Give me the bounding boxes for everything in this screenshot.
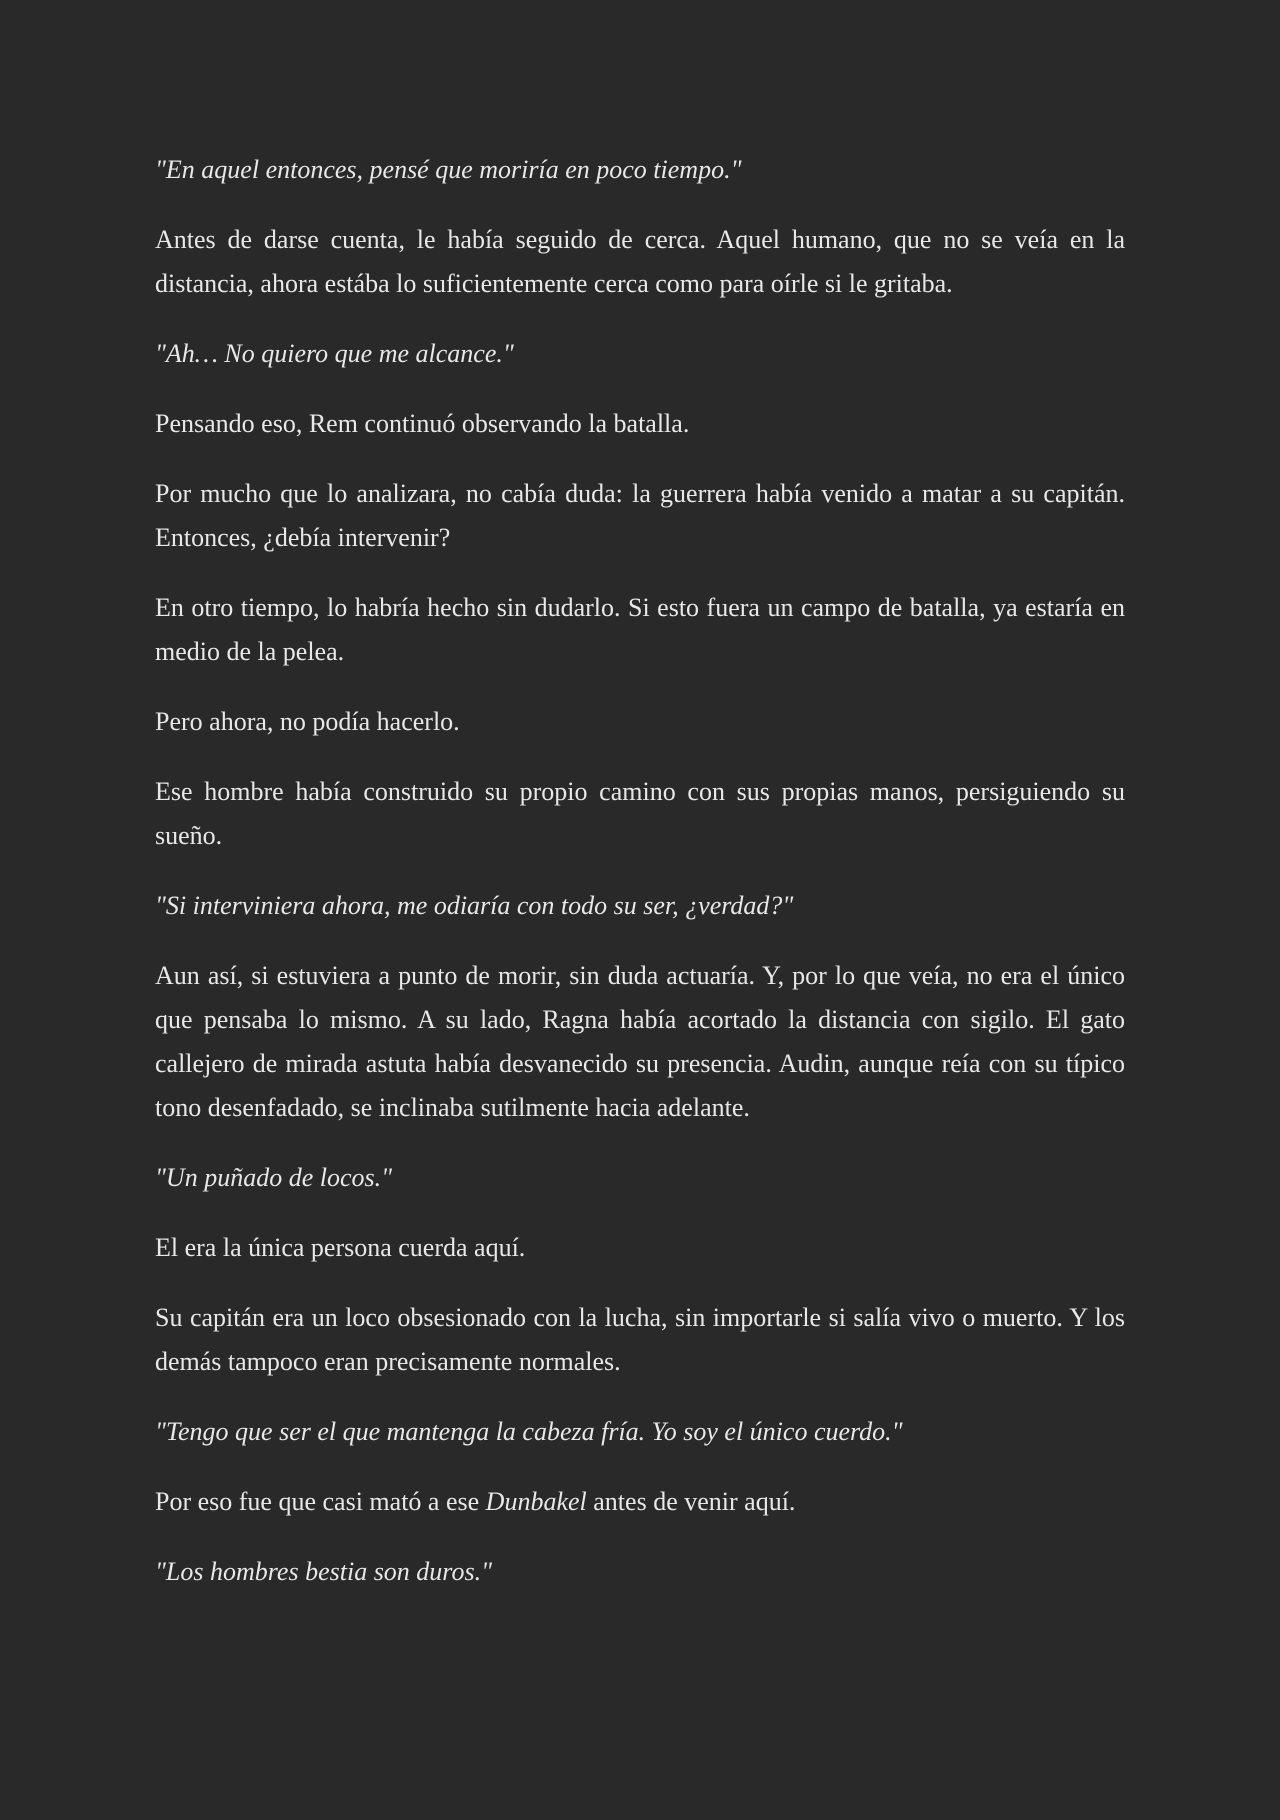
chapter-text bbox=[155, 148, 1125, 1594]
narration-paragraph: Por mucho que lo analizara, no cabía duda: la guerrera había venido a matar a su capitán. Entonces, ¿debía intervenir? bbox=[155, 479, 1125, 552]
narration-paragraph: Su capitán era un loco obsesionado con la lucha, sin importarle si salía vivo o muerto. Y los demás tampoco eran precisamente normales. bbox=[155, 1303, 1125, 1376]
narration-paragraph: Ese hombre había construido su propio camino con sus propias manos, persiguiendo su sueño. bbox=[155, 777, 1125, 850]
narration-paragraph-with-emphasis bbox=[155, 1480, 1125, 1524]
narration-paragraph: El era la única persona cuerda aquí. bbox=[155, 1233, 526, 1262]
narration-paragraph: Pero ahora, no podía hacerlo. bbox=[155, 707, 460, 736]
narration-paragraph: Aun así, si estuviera a punto de morir, sin duda actuaría. Y, por lo que veía, no era el único que pensaba lo mismo. A su lado, Ragna había acortado la distancia con sigilo. El gato callejero de mirada astuta había desvanecido su presencia. Audin, aunque reía con su típico tono desenfadado, se inclinaba sutilmente hacia adelante. bbox=[155, 961, 1125, 1122]
narration-paragraph: Antes de darse cuenta, le había seguido de cerca. Aquel humano, que no se veía en la distancia, ahora estába lo suficientemente cerca como para oírle si le gritaba. bbox=[155, 225, 1125, 298]
thought-paragraph: "Si interviniera ahora, me odiaría con todo su ser, ¿verdad?" bbox=[155, 891, 794, 920]
text-after-emphasis: antes de venir aquí. bbox=[586, 1487, 796, 1516]
emphasized-name: Dunbakel bbox=[485, 1487, 587, 1516]
thought-paragraph: "Los hombres bestia son duros." bbox=[155, 1557, 492, 1586]
text-before-emphasis: Por eso fue que casi mató a ese bbox=[155, 1487, 486, 1516]
thought-paragraph: "En aquel entonces, pensé que moriría en poco tiempo." bbox=[155, 155, 742, 184]
thought-paragraph: "Un puñado de locos." bbox=[155, 1163, 393, 1192]
narration-paragraph: Pensando eso, Rem continuó observando la batalla. bbox=[155, 409, 690, 438]
thought-paragraph: "Ah… No quiero que me alcance." bbox=[155, 339, 514, 368]
narration-paragraph: En otro tiempo, lo habría hecho sin dudarlo. Si esto fuera un campo de batalla, ya estaría en medio de la pelea. bbox=[155, 593, 1125, 666]
thought-paragraph: "Tengo que ser el que mantenga la cabeza fría. Yo soy el único cuerdo." bbox=[155, 1417, 903, 1446]
